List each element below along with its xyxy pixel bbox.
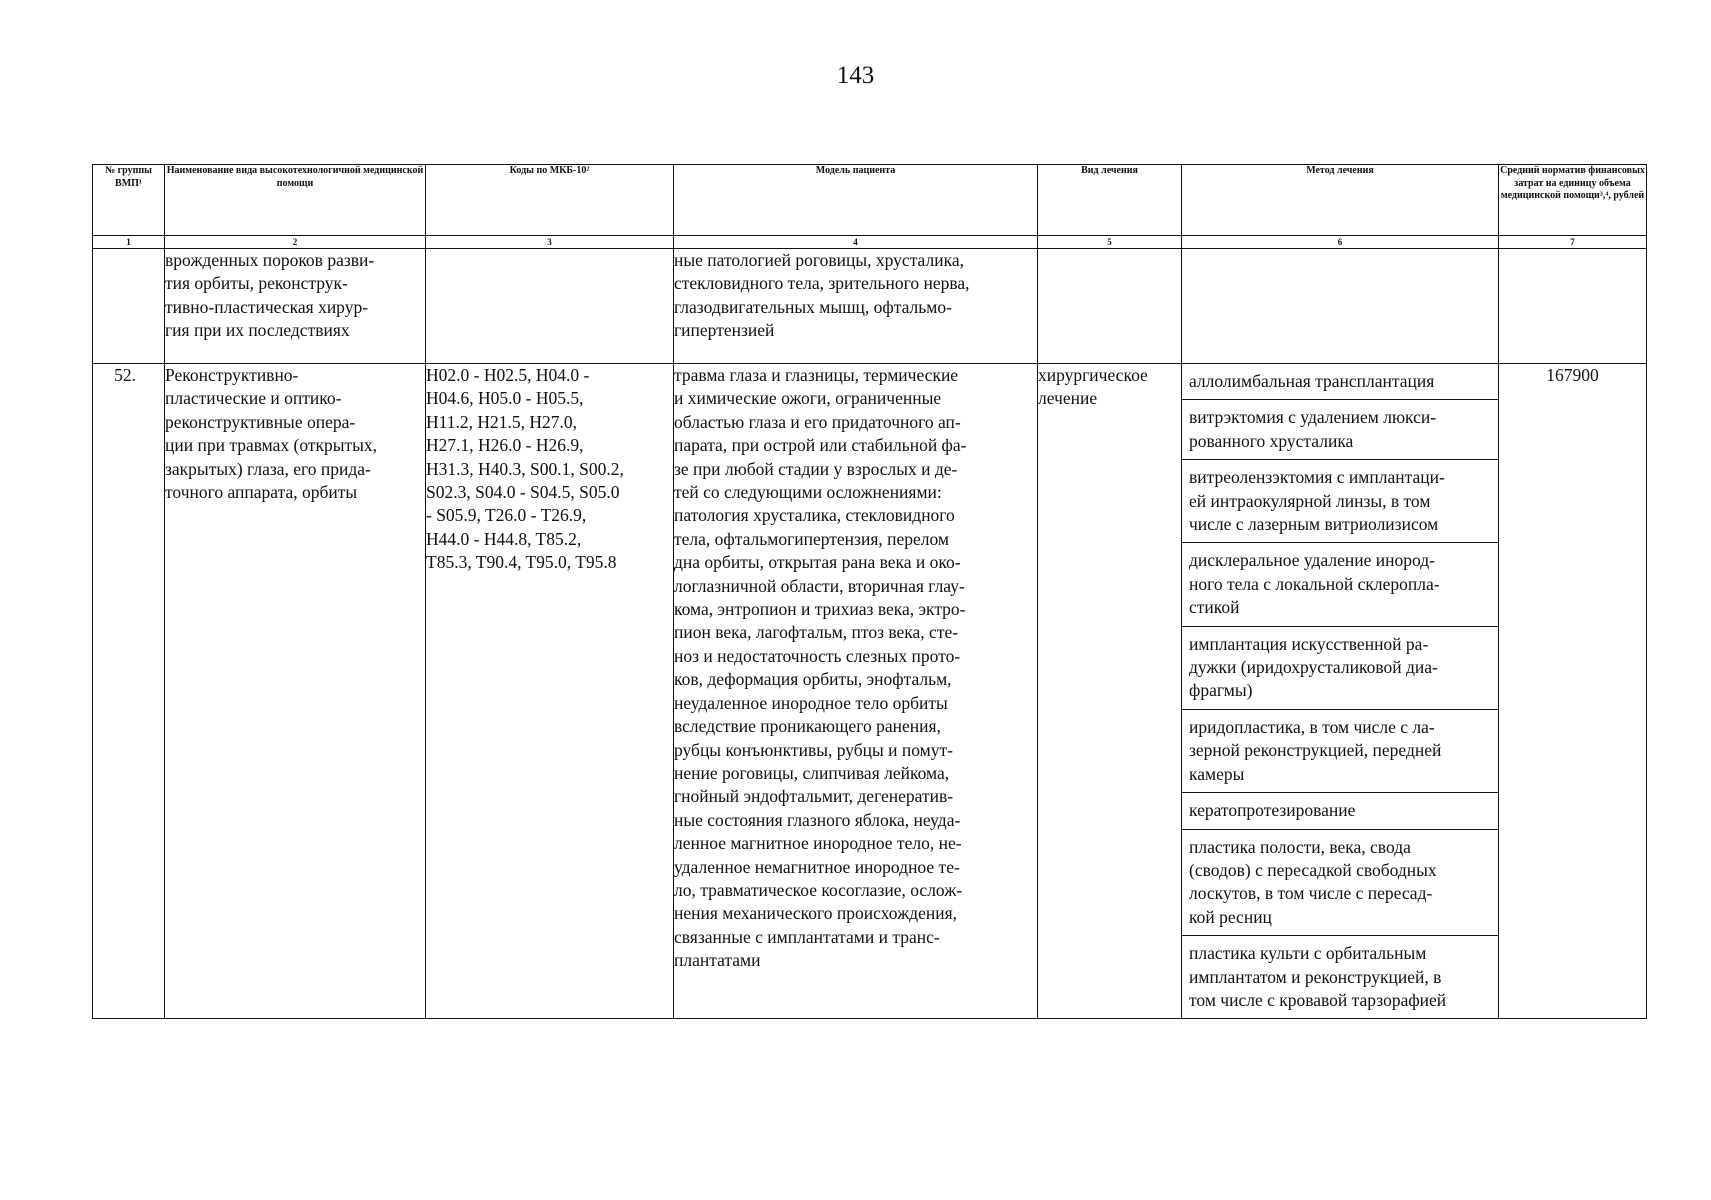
treatment-method-item: дисклеральное удаление инород- ного тела с локальной склеропла- стикой: [1182, 543, 1498, 626]
cost-norm-cell: 167900: [1499, 364, 1647, 1019]
column-number: 1: [93, 236, 165, 249]
care-type-name-cell: Реконструктивно- пластические и оптико- реконструктивные опера- ции при травмах (открытых, закрытых) глаза, его прида- точного аппарата, орбиты: [165, 364, 426, 1019]
icd-codes-cell: [426, 249, 674, 364]
cost-norm-cell: [1499, 249, 1647, 364]
icd-codes-cell: H02.0 - H02.5, H04.0 - H04.6, H05.0 - H05.5, H11.2, H21.5, H27.0, H27.1, H26.0 - H26.9, H31.3, H40.3, S00.1, S00.2, S02.3, S04.0 - S04.5, S05.0 - S05.9, T26.0 - T26.9, H44.0 - H44.8, T85.2, T85.3, T90.4, T95.0, T95.8: [426, 364, 674, 1019]
group-no-cell: [93, 249, 165, 364]
treatment-method-item: пластика культи с орбитальным имплантатом и реконструкцией, в том числе с кровавой тарзорафией: [1189, 943, 1447, 1010]
treatment-methods-cell: [1182, 364, 1499, 1019]
treatment-method-item: витрэктомия с удалением люкси- рованного хрусталика: [1182, 400, 1498, 460]
care-type-name-cell: врожденных пороков разви- тия орбиты, реконструк- тивно-пластическая хирур- гия при их последствиях: [165, 249, 426, 364]
treatment-type-cell: хирургическое лечение: [1038, 364, 1182, 1019]
column-number: 5: [1038, 236, 1182, 249]
treatment-method-item: иридопластика, в том числе с ла- зерной реконструкцией, передней камеры: [1182, 710, 1498, 793]
page-number: 143: [836, 62, 875, 89]
group-no-cell: 52.: [93, 364, 165, 1019]
column-number: 7: [1499, 236, 1647, 249]
treatment-method-item: аллолимбальная трансплантация: [1182, 364, 1498, 400]
column-number: 3: [426, 236, 674, 249]
header-cost-norm: Средний норматив финансовых затрат на единицу объема медицинской помощи³,⁴, рублей: [1499, 165, 1647, 236]
treatment-method-item: имплантация искусственной ра- дужки (иридохрусталиковой диа- фрагмы): [1182, 627, 1498, 710]
treatment-method-item: пластика полости, века, свода (сводов) с пересадкой свободных лоскутов, в том числе с пересад- кой ресниц: [1182, 830, 1498, 937]
header-icd-codes: Коды по МКБ-10²: [426, 165, 674, 236]
column-number: 4: [674, 236, 1038, 249]
treatment-method-item: витреолензэктомия с имплантаци- ей интраокулярной линзы, в том числе с лазерным витриолизисом: [1182, 460, 1498, 543]
header-treatment-method: Метод лечения: [1182, 165, 1499, 236]
header-patient-model: Модель пациента: [674, 165, 1038, 236]
header-group-no: № группы ВМП¹: [93, 165, 165, 236]
patient-model-cell: ные патологией роговицы, хрусталика, стекловидного тела, зрительного нерва, глазодвигательных мышц, офтальмо- гипертензией: [674, 249, 1038, 364]
patient-model-cell: травма глаза и глазницы, термические и химические ожоги, ограниченные областью глаза и его придаточного ап- парата, при острой или стабильной фа- зе при любой стадии у взрослых и де- тей со следующими осложнениями: патология хрусталика, стекловидного тела, офтальмогипертензия, перелом дна орбиты, открытая рана века и око- логлазничной области, вторичная глау- кома, энтропион и трихиаз века, эктро- пион века, лагофтальм, птоз века, сте- ноз и недостаточность слезных прото- ков, деформация орбиты, энофтальм, неудаленное инородное тело орбиты вследствие проникающего ранения, рубцы конъюнктивы, рубцы и помут- нение роговицы, слипчивая лейкома, гнойный эндофтальмит, дегенератив- ные состояния глазного яблока, неуда- ленное магнитное инородное тело, не- удаленное немагнитное инородное те- ло, травматическое косоглазие, ослож- нения механического происхождения, связанные с имплантатами и транс- плантатами: [674, 364, 1038, 1019]
column-number: 6: [1182, 236, 1499, 249]
column-number: 2: [165, 236, 426, 249]
table-row: [93, 364, 1647, 1019]
column-number-row: [93, 236, 1647, 249]
header-row: [93, 165, 1647, 236]
continuation-row: [93, 249, 1647, 364]
treatment-method-item: кератопротезирование: [1182, 793, 1498, 829]
header-care-type-name: Наименование вида высокотехнологичной медицинской помощи: [165, 165, 426, 236]
treatment-method-cell: [1182, 249, 1499, 364]
header-treatment-type: Вид лечения: [1038, 165, 1182, 236]
vmp-table: [92, 164, 1647, 1019]
treatment-type-cell: [1038, 249, 1182, 364]
